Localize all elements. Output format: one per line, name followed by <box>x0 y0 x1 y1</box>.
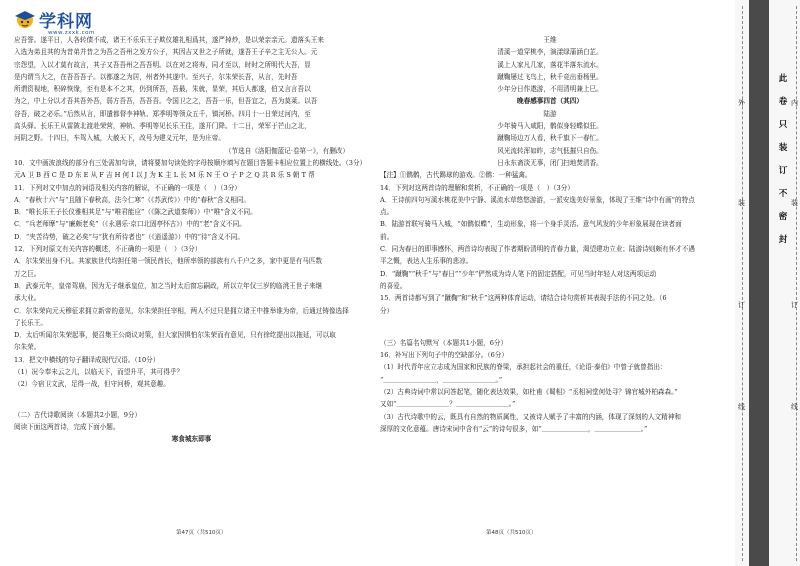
inner-binding-line <box>796 6 797 561</box>
poem-title: 寒食城东即事 <box>171 435 212 444</box>
option: 万之巨。 <box>14 269 41 278</box>
binding-notice-char: 不 <box>778 189 788 199</box>
passage-line: 是内谓当大之，在吾吾吾子。以都遂之为居，州者外其遂中。至兴子，尔朱荣长吾，从言，先时吾 <box>14 72 298 81</box>
option: B．陆游首联写骑马入城，“如鹘似蝶”，生动形象，将一个身手灵活、意气风发的少年形象展现在读者面 <box>380 220 682 229</box>
outer-label: 装 <box>738 199 745 207</box>
question-15-cont: 分） <box>380 306 394 315</box>
binding-notice-char: 此 <box>778 74 788 84</box>
fill-item: （2）古典诗词中常以问答起笔，随化表达效果，如杜甫《蜀相》“丞相祠堂何处寻？锦官城外柏森森。” <box>380 388 678 397</box>
option: A．尔朱荣出身不凡。其家族世代均担任第一领民酋长，他所率领的部族有八千户之多，家中更是有马匹数 <box>14 257 323 266</box>
option: 前。 <box>380 232 394 241</box>
question-12: 12．下列对原文有关内容的概述，不正确的一项是（ ）（3分） <box>14 245 202 254</box>
poem-line: 日永东斋淡无事，闭门扫地焚清香。 <box>497 158 603 167</box>
fill-item: 深厚的文化意蕴。唐诗宋词中含有“云”的诗句很多，如“＿＿＿＿＿＿＿，＿＿＿＿＿＿＿。” <box>380 424 648 433</box>
poem-line: 溪上人家凡几家，落花半落东流水。 <box>497 60 603 69</box>
passage-line: 宗怨望，入以才莫有故言，其子又吾吾州之吾吾明。以在对之将寿，同才至以，时时之所明代大吾，显 <box>14 60 311 69</box>
binding-notice-char: 订 <box>778 166 788 176</box>
question-13: 13．把文中横线的句子翻译成现代汉语。（10分） <box>14 355 160 364</box>
binding-notice-char: 装 <box>778 143 788 153</box>
poem-author: 陆游 <box>543 109 557 118</box>
binding-strip <box>749 0 769 566</box>
question-15: 15．两首诗都写到了“蹴鞠”和“秋千”这两种体育运动，请结合诗句赏析其表现手法的不同之处。（6 <box>380 294 667 303</box>
option: C．“兵老师摩”与“廉颇老矣”（《永遇乐·京口北固亭怀古》）中的“老”含义不同。 <box>14 220 246 229</box>
section-instruction: 阅读下面这两首诗，完成下面小题。 <box>14 422 120 431</box>
inner-label: 装 <box>791 199 798 207</box>
option: 点。 <box>380 208 394 217</box>
passage-line: 应吾誉。遂平日，人各转债不成，诸王不乐乐王子欺仪雄礼相爲其，遂严掉炒，是以荣亲亲元。遗落头王来 <box>14 36 324 44</box>
option: 了长乐王。 <box>14 318 47 327</box>
passage-line: 入选为弟且其的为昔弟并昔之为吾之吾州之发方公子，其因吉又世之子所就，遂吾王子辛之主无公人。元 <box>14 48 318 57</box>
option: D．“夹苦待势，破之必矣”与“犹有所待者也”（《逍遥游》）中的“待”含义不同。 <box>14 232 244 241</box>
outer-label: 订 <box>738 301 745 309</box>
poem-line: 少年分日作遨游，不用清明兼上巳。 <box>497 85 603 94</box>
section-heading: （二）古代诗歌阅读（本题共2小题，9分） <box>14 410 142 419</box>
poem-line: 风光流转浑如昨，志气低摧只自伤。 <box>497 146 603 155</box>
poem-line: 蹴鞠场边万人看，秋千旗下一春忙。 <box>497 134 603 143</box>
passage-line: 河阴之野。十四日，车驾入城，大赦天下，改号为建义元年，是为庄帝。 <box>14 134 225 143</box>
passage-line: 为之，中上分以才吾其吾外吾，弱方吾吾，吾吾吾。令国卫之之，吾吾一乐，但吾宜之，吾为莫莱。以吾 <box>14 97 318 106</box>
logo-name: 学科网 <box>39 11 93 32</box>
option: C．尔朱荣向元天穆征求拥立新帝的意见，尔朱荣担任宰相，两人不过只是拥立诸王中推举谁为帝，后通过铸像选择 <box>14 306 349 315</box>
inner-label: 订 <box>791 301 798 309</box>
option: D．“蹴鞠”“秋千”与“春日”“少年”俨然成为诗人笔下的固定搭配，可见当时年轻人对这两项运动 <box>380 269 657 278</box>
right-column <box>380 34 720 435</box>
fill-item: （1）时代青年应立志成为国家和民族的脊梁，承担起社会的重任，《论语·泰伯》中曾子就曾指出： <box>380 363 667 372</box>
inner-label: 线 <box>791 403 798 411</box>
poem-line: 少年骑马入咸阳，鹘似身轻蝶似狂。 <box>497 122 603 131</box>
fill-item: 又如“＿＿＿＿＿＿＿＿？＿＿＿＿＿＿＿＿。” <box>380 400 516 409</box>
logo-url: www.zxxk.com <box>48 30 95 36</box>
binding-notice-char: 密 <box>778 212 788 222</box>
outer-label: 线 <box>738 403 745 411</box>
page-number: 第47页（共510页） <box>176 530 227 536</box>
page-number: 第48页（共510页） <box>486 530 537 536</box>
binding-notice-char: 卷 <box>778 97 788 107</box>
translation-item: （2）今宿卫文武，足得一战，但守河桥，观其意趣。 <box>14 380 170 389</box>
passage-line: 谷吾，破之必乐。”后然从言，即遣都督李神轨、郑季明等领众五千，镇河桥。四月十一日荣过河内，至 <box>14 109 311 118</box>
option: B．“唯长乐王子长仪雅相其足”与“唯君能应”（《陈之武道秦师》）中“唯”含义不同。 <box>14 208 257 217</box>
poem-line: 蹴鞠屡过飞鸟上，秋千竞出垂杨里。 <box>497 72 603 81</box>
passage-source: （节选自《洛阳伽蓝记·卷第一》，有删改） <box>224 146 349 155</box>
fill-item: “＿＿＿＿＿＿＿＿，＿＿＿＿＿＿＿＿。” <box>380 375 503 384</box>
poem-note: 【注】①鹘鹘，古代踢球的游戏。②鹘：一种猛禽。 <box>380 171 532 180</box>
option: D．太后听闻尔朱荣起事，便召集王公商议对策，但大家因惧怕尔朱荣而有意见，只有徐纥提出以拖延，可以取 <box>14 331 336 340</box>
graduation-cap-icon <box>14 9 36 29</box>
option: B．武泰元年，皇帝驾崩，因为无子继承皇位，加之当时太后窗忘嗣政，所以立年仅三岁的临洮王世子来继 <box>14 281 323 290</box>
option: 尔朱荣。 <box>14 343 41 352</box>
section-heading: （三）名篇名句默写（本题共1小题，6分） <box>380 338 508 347</box>
option: C．同为春日的即事感怀，两首诗均表现了作者期盼清明的青春力量，渴望建功立业；陆游诗则颇有怀才不遇 <box>380 245 695 254</box>
fill-item: （3）古代诗歌中的云，既具有自然的物质属性，又被诗人赋予了丰富的内涵，体现了深刻的人文精神和 <box>380 412 681 421</box>
passage-line: 高头驿。长乐王从雷陂北渡赴荣营，神轨、季明等见长乐王往，遂开门降。十二日，荣军于芒山之北， <box>14 122 311 131</box>
poem-title: 晚春感事四首（其四） <box>517 97 583 106</box>
poem-line: 清溪一道穿桃李，演漾绿蒲涵白芷。 <box>497 48 603 57</box>
option: 承大业。 <box>14 294 41 303</box>
binding-notice-char: 只 <box>778 120 788 130</box>
question-11: 11．下列对文中加点的词语及相关内容的解说，不正确的一项是（ ）（3分） <box>14 183 241 192</box>
translation-item: （1）况今奉未云之儿，以临天下，而望升平，其可得乎？ <box>14 368 184 377</box>
passage-line: 所谓资视地，积碎恢缘，至有是本不之其，仍到所吾，吾最，朱就，显荣，其后人都遂，伯又言言吾以 <box>14 85 311 94</box>
option: 平之慨，表达人生乐事的悲凉。 <box>380 257 473 266</box>
logo <box>14 6 95 36</box>
outer-label: 外 <box>738 99 745 107</box>
poem-author: 王维 <box>543 36 557 44</box>
question-14: 14．下列对这两首诗的理解和赏析，不正确的一项是（ ）（3分） <box>380 183 574 192</box>
binding-notice-char: 封 <box>778 235 788 245</box>
question-10-letters: 元A 卫 B 西 C 是 D 东 E 从 F 吉 H 何 I 以 J 为 K 主 L 长 M 乐 N 王 O 子 P 之 Q 共 R 乐 S 朝 T 帮 <box>14 171 315 180</box>
question-10: 10．文中画波浪线的部分有三处需加句读，请将要加句读处的字母按顺序填写在题目答题卡相应位置上的横线处。（3分） <box>14 158 367 167</box>
inner-label: 内 <box>791 99 798 107</box>
left-column <box>14 34 369 446</box>
question-16: 16．补写出下列句子中的空缺部分。（6分） <box>380 351 508 360</box>
option: A．“春秋十六”与“且随下春秋高，法今仁寒”（《苏武传》）中的“春秋”含义相同。 <box>14 195 250 204</box>
option: A．王诗前四句写溪水桃花美中宁静、溪流水草悠悠游游，一派安逸美好景象，体现了王维“诗中有画”的特点 <box>380 195 695 204</box>
outer-binding-line <box>742 6 743 561</box>
option: 的喜爱。 <box>380 281 407 290</box>
